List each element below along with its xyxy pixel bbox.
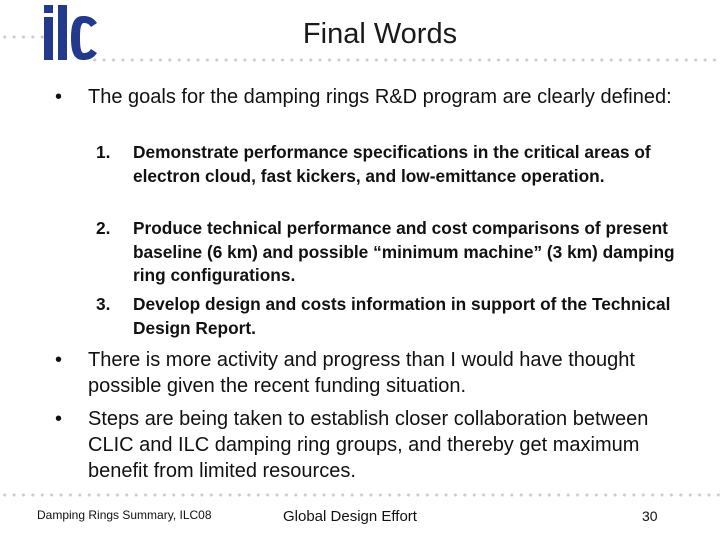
bullet-icon: • bbox=[55, 408, 63, 430]
item-number: 2. bbox=[96, 218, 111, 238]
page-number: 30 bbox=[642, 508, 658, 524]
ilc-logo bbox=[42, 2, 98, 66]
numbered-item bbox=[96, 217, 676, 288]
footer-presentation-name: Damping Rings Summary, ILC08 bbox=[37, 508, 212, 522]
footer-dotted-divider bbox=[0, 493, 720, 497]
item-text: Demonstrate performance specifications in the critical areas of electron cloud, fast kickers, and low-emittance operation. bbox=[133, 142, 651, 186]
bullet-text: The goals for the damping rings R&D program are clearly defined: bbox=[88, 86, 672, 108]
decorative-dotted-line bbox=[0, 35, 44, 39]
bullet-item bbox=[55, 84, 675, 110]
bullet-text: Steps are being taken to establish closer collaboration between CLIC and ILC damping ring groups, and thereby get maximum benefit from limited resources. bbox=[88, 408, 649, 482]
numbered-item bbox=[96, 293, 676, 340]
bullet-text: There is more activity and progress than I would have thought possible given the recent funding situation. bbox=[88, 349, 635, 397]
item-number: 1. bbox=[96, 142, 111, 162]
item-number: 3. bbox=[96, 294, 111, 314]
slide-title: Final Words bbox=[302, 18, 458, 50]
bullet-item bbox=[55, 347, 675, 399]
bullet-icon: • bbox=[55, 349, 63, 371]
item-text: Produce technical performance and cost comparisons of present baseline (6 km) and possible “minimum machine” (3 km) damping ring configurations. bbox=[133, 218, 675, 285]
bullet-item bbox=[55, 406, 675, 484]
item-text: Develop design and costs information in support of the Technical Design Report. bbox=[133, 294, 671, 338]
footer-organization: Global Design Effort bbox=[283, 508, 417, 525]
numbered-item bbox=[96, 141, 676, 188]
bullet-icon: • bbox=[55, 86, 63, 108]
header-dotted-divider bbox=[90, 58, 720, 62]
